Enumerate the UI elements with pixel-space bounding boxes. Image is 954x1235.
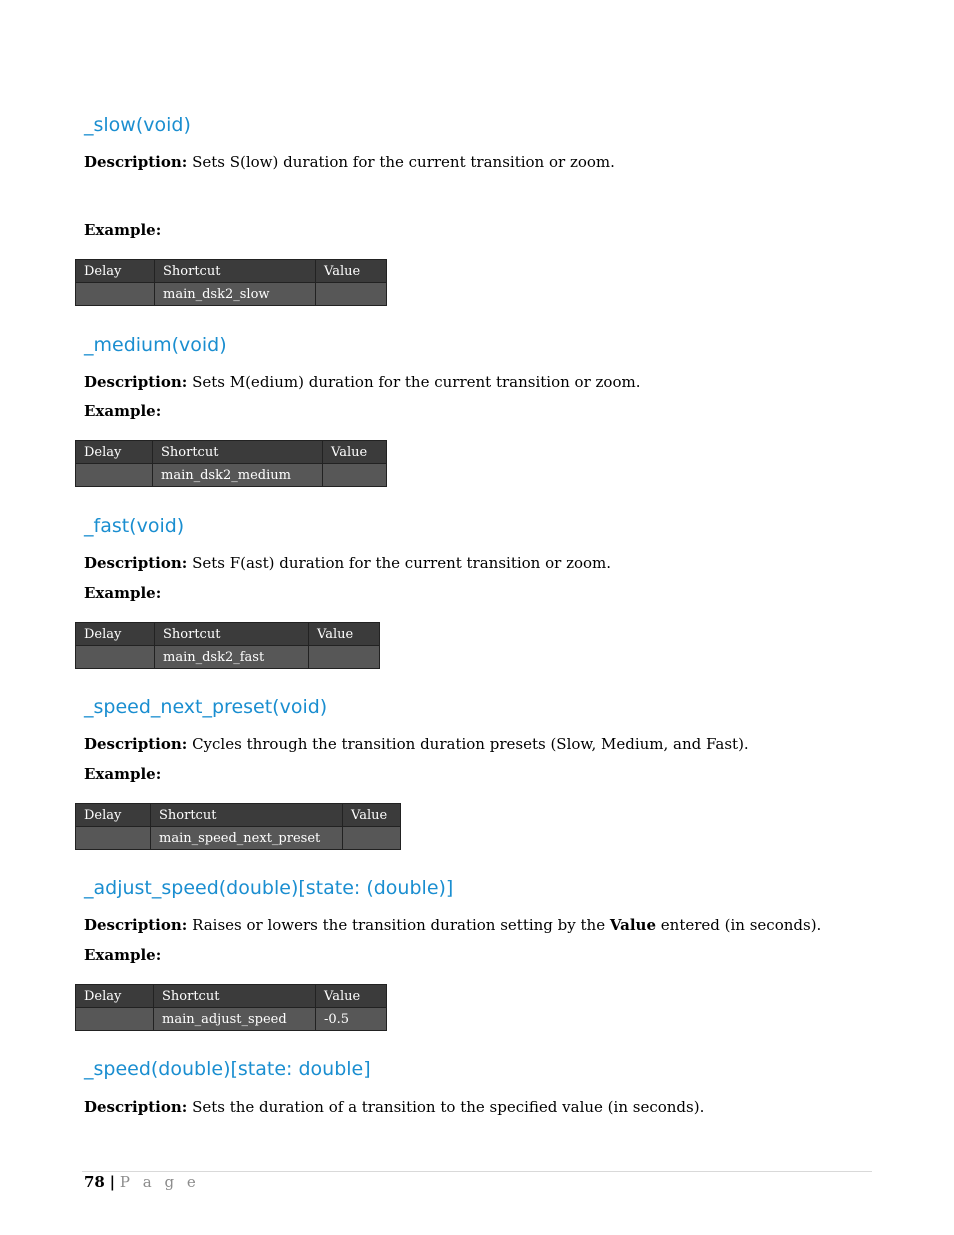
section-title-adjust-speed: _adjust_speed(double)[state: (double)] [84, 877, 454, 899]
header-shortcut: Shortcut [151, 804, 343, 827]
cell-delay [76, 827, 151, 850]
section-title-speed: _speed(double)[state: double] [84, 1058, 371, 1080]
description-label: Description: [84, 735, 188, 753]
example-label: Example: [84, 221, 162, 239]
description-text: Sets S(low) duration for the current transition or zoom. [192, 153, 615, 171]
description-label: Description: [84, 554, 188, 572]
description-text: Cycles through the transition duration presets (Slow, Medium, and Fast). [192, 735, 749, 753]
page-number: 78 [84, 1173, 105, 1191]
example-label: Example: [84, 584, 162, 602]
cell-value [309, 646, 380, 669]
description-text: Raises or lowers the transition duration setting by the [192, 916, 606, 934]
description-slow [84, 152, 615, 172]
value-keyword: Value [609, 916, 657, 934]
description-speed [84, 1097, 704, 1117]
section-title-speed-next-preset: _speed_next_preset(void) [84, 696, 328, 718]
example-table-speed-next-preset [75, 803, 401, 850]
table-header-row [76, 260, 387, 283]
example-label-slow [84, 220, 161, 240]
header-shortcut: Shortcut [155, 623, 309, 646]
table-header-row [76, 804, 401, 827]
description-text: Sets F(ast) duration for the current transition or zoom. [192, 554, 612, 572]
header-value: Value [316, 985, 387, 1008]
description-label: Description: [84, 373, 188, 391]
description-text: Sets M(edium) duration for the current transition or zoom. [192, 373, 641, 391]
cell-delay [76, 646, 155, 669]
page-label: P a g e [119, 1173, 200, 1191]
description-text: Sets the duration of a transition to the specified value (in seconds). [192, 1098, 705, 1116]
header-delay: Delay [76, 804, 151, 827]
table-header-row [76, 623, 380, 646]
header-value: Value [316, 260, 387, 283]
description-label: Description: [84, 916, 188, 934]
table-row [76, 464, 387, 487]
example-table-slow [75, 259, 387, 306]
header-delay: Delay [76, 985, 154, 1008]
description-adjust-speed [84, 915, 821, 935]
header-shortcut: Shortcut [155, 260, 316, 283]
header-shortcut: Shortcut [154, 985, 316, 1008]
header-value: Value [309, 623, 380, 646]
header-delay: Delay [76, 623, 155, 646]
section-title-medium: _medium(void) [84, 334, 227, 356]
footer-separator: | [109, 1173, 116, 1191]
example-table-adjust-speed [75, 984, 387, 1031]
cell-shortcut: main_speed_next_preset [151, 827, 343, 850]
description-fast [84, 553, 611, 573]
example-label-speed-next-preset [84, 764, 161, 784]
description-text-end: entered (in seconds). [660, 916, 822, 934]
table-row [76, 646, 380, 669]
cell-delay [76, 283, 155, 306]
section-title-fast: _fast(void) [84, 515, 185, 537]
header-shortcut: Shortcut [153, 441, 323, 464]
description-speed-next-preset [84, 734, 749, 754]
cell-delay [76, 464, 153, 487]
footer-divider [82, 1171, 872, 1172]
page-footer [84, 1173, 200, 1191]
table-row [76, 827, 401, 850]
cell-delay [76, 1008, 154, 1031]
header-value: Value [343, 804, 401, 827]
cell-value [323, 464, 387, 487]
cell-value: -0.5 [316, 1008, 387, 1031]
description-label: Description: [84, 1098, 188, 1116]
table-header-row [76, 441, 387, 464]
cell-shortcut: main_dsk2_slow [155, 283, 316, 306]
cell-value [343, 827, 401, 850]
example-table-medium [75, 440, 387, 487]
example-table-fast [75, 622, 380, 669]
example-label: Example: [84, 765, 162, 783]
section-title-slow: _slow(void) [84, 114, 191, 136]
example-label: Example: [84, 402, 162, 420]
example-label-adjust-speed [84, 945, 161, 965]
header-delay: Delay [76, 441, 153, 464]
header-delay: Delay [76, 260, 155, 283]
header-value: Value [323, 441, 387, 464]
description-medium [84, 372, 640, 392]
cell-value [316, 283, 387, 306]
cell-shortcut: main_dsk2_fast [155, 646, 309, 669]
example-label-fast [84, 583, 161, 603]
cell-shortcut: main_adjust_speed [154, 1008, 316, 1031]
table-row [76, 283, 387, 306]
table-row [76, 1008, 387, 1031]
example-label: Example: [84, 946, 162, 964]
description-label: Description: [84, 153, 188, 171]
table-header-row [76, 985, 387, 1008]
example-label-medium [84, 401, 161, 421]
cell-shortcut: main_dsk2_medium [153, 464, 323, 487]
